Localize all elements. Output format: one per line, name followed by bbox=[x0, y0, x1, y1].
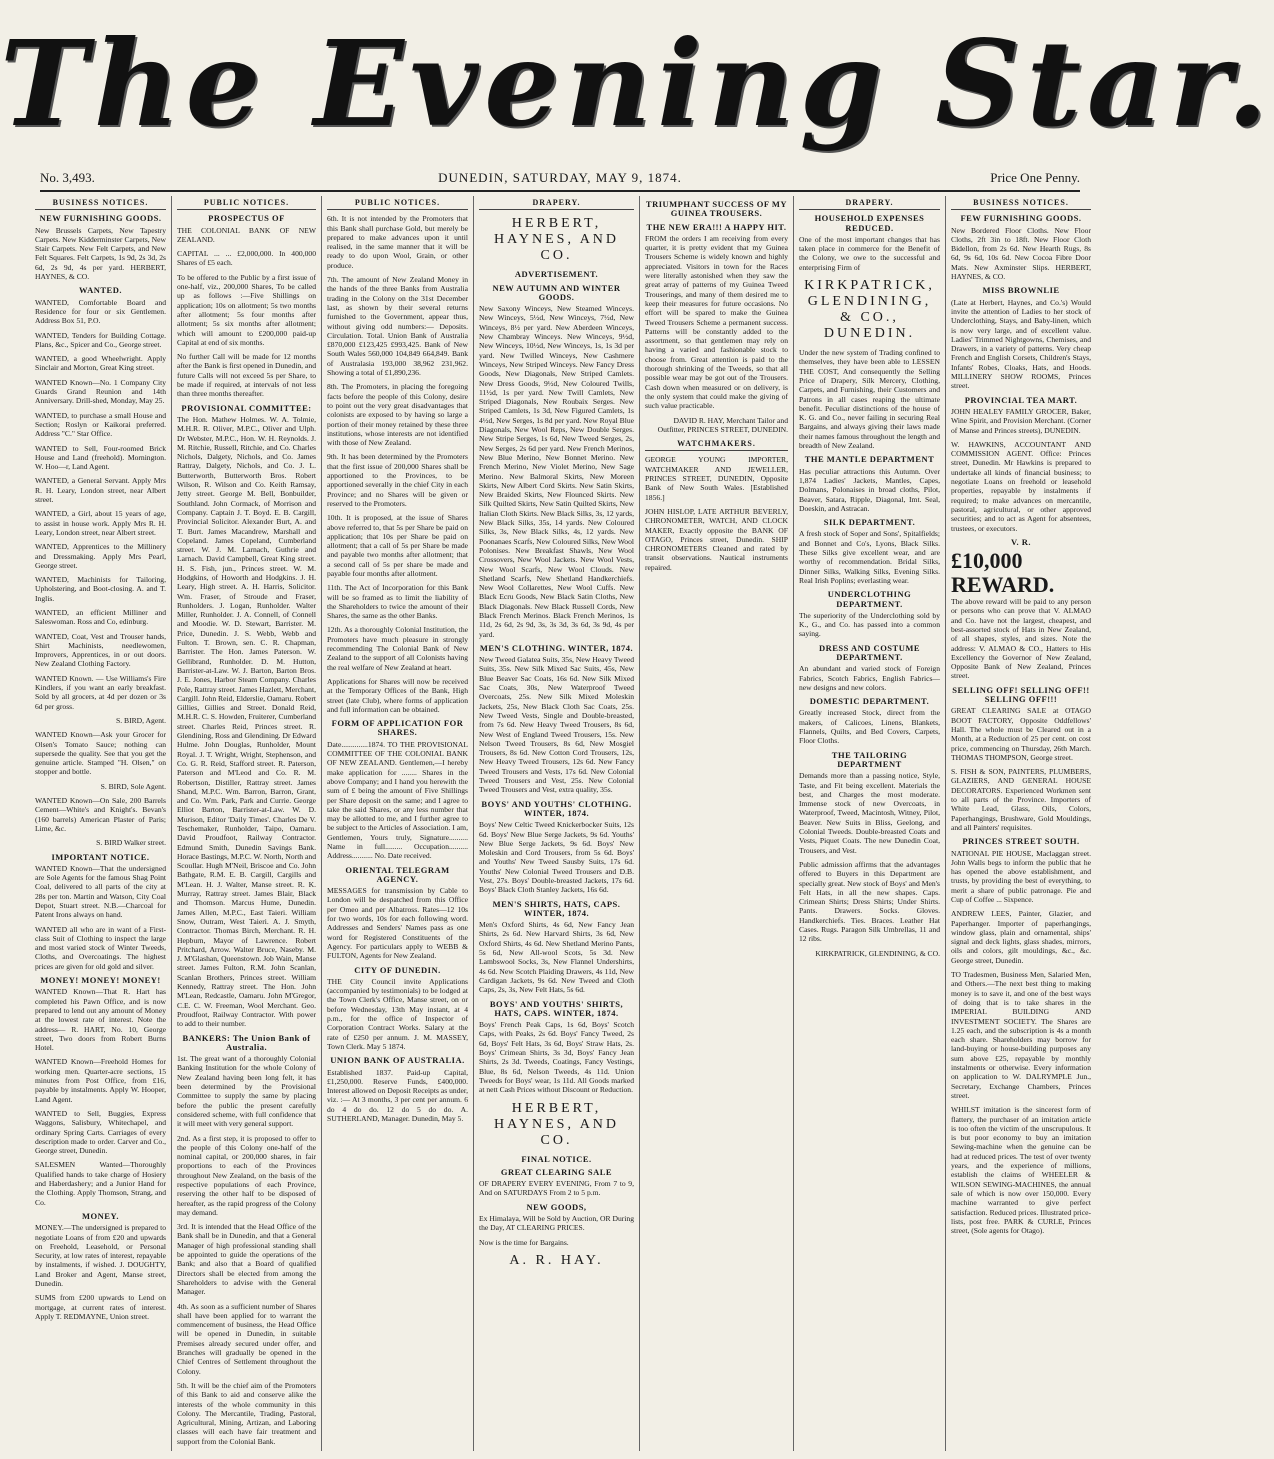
ad-paragraph: MONEY.—The undersigned is prepared to negotiate Loans of from £20 and upwards on Freehold, Leasehold, or Personal Security, at low rates of interest, repayable by instalments, if wished. J. DOUGHTY, Land Broker and Agent, Manse street, Dunedin. bbox=[35, 1223, 166, 1288]
ad-paragraph: MESSAGES for transmission by Cable to London will be despatched from this Office per Omeo and per Albatross. Rates—12 10s for two words, 10s for each following word. Addresses and Senders' Names pass as one word for Registered Constituents of the Agency. For particulars apply to WEBB & FULTON, Agents for New Zealand. bbox=[327, 886, 468, 961]
ad-paragraph: 3rd. It is intended that the Head Office of the Bank shall be in Dunedin, and that a General Manager of high professional standing shall be appointed to guide the operations of the Bank; and also that a Board of qualified Directors shall be elected from among the Shareholders to advise with the General Manager. bbox=[177, 1222, 316, 1297]
issue-number: No. 3,493. bbox=[40, 170, 95, 185]
ad-paragraph: WANTED, a General Servant. Apply Mrs R. H. Leary, London street, near Albert street. bbox=[35, 476, 166, 505]
ad-heading: MONEY. bbox=[82, 1210, 119, 1221]
ad-paragraph: NATIONAL PIE HOUSE, Maclaggan street. John Walls begs to inform the public that he has opened the above establishment, and trusts, by providing the best of everything, to merit a share of public patronage. Pie and Cup of Coffee ... Sixpence. bbox=[951, 848, 1091, 904]
ad-paragraph: Date..............1874. TO THE PROVISIONAL COMMITTEE OF THE COLONIAL BANK OF NEW ZEALAND. Gentlemen,—I hereby make application for ........ Shares in the above Company; and I hand you herewith the sum of £ being the amount of Five Shillings per Share deposit on the same; and I agree to take the said Shares, or any less number that may be allotted to me, and I further agree to be subject to the Articles of Association. I am, Gentlemen, Yours truly, Signature.......... Name in full......... Occupation.......... Address........... No. Date received. bbox=[327, 739, 468, 861]
ad-signature: DAVID R. HAY, Merchant Tailor and Outfitter, PRINCES STREET, DUNEDIN. bbox=[657, 415, 788, 434]
ad-heading: V. R. bbox=[1010, 536, 1032, 547]
ad-paragraph: Boys' French Peak Caps, 1s 6d, Boys' Scotch Caps, with Peaks, 2s 6d. Boys' Fancy Tweed, 2s 6d, Boys' Felt Hats, 3s 6d, Boys' Straw Hats, 2s. Boys' Crimean Shirts, 3s 3d, Boys' Fancy Jean Shirts, 2s 3d. Tweeds, Coatings, Fancy Vestings, Blue, 8s 6d, Nelson Tweeds, 4s 11d. Union Tweeds for Boys' wear, 1s 11d. All Goods marked at nett Cash Prices without Discount or Reduction. bbox=[479, 1020, 634, 1095]
ad-paragraph: FROM the orders I am receiving from every quarter, it is pretty evident that my Guinea Trousers Scheme is widely known and highly appreciated. Visitors in town for the Races were literally astonished when they saw the great array of patterns of my Guinea Tweed Trouserings, and many of them desired me to keep their measures for future occasions. No effort will be spared to make the Guinea Tweed Trousers Scheme a permanent success. Patterns will be constantly added to the assortment, so that gentlemen may rely on having a varied and fashionable stock to choose from. Great attention is paid to the thorough shrinking of the Tweeds, so that all possible wear may be got out of the Trousers. Cash down when measured or on delivery, is the only system that could make the giving of such value practicable. bbox=[645, 233, 788, 411]
ad-paragraph: GREAT CLEARING SALE at OTAGO BOOT FACTORY, Opposite Oddfellows' Hall. The whole must be Cleared out in a Month, at a Reduction of 25 per cent. on cost price, commencing on Thursday, 26th March. THOMAS THOMPSON, George street. bbox=[951, 706, 1091, 762]
ad-paragraph: 5th. It will be the chief aim of the Promoters of this Bank to aid and conserve alike the interests of the whole community in this Colony. The Mercantile, Trading, Pastoral, Agricultural, Mining, Artizan, and Laboring classes will each have fair treatment and support from the Colonial Bank. bbox=[177, 1380, 316, 1446]
ad-paragraph: JOHN HEALEY FAMILY GROCER, Baker, Wine Spirit, and Provision Merchant. (Corner of Manse and Princes streets), DUNEDIN. bbox=[951, 406, 1091, 435]
ad-paragraph: WANTED Known. — Use Williams's Fire Kindlers, if you want an early breakfast. Sold by all grocers, at 4d per dozen or 3s 6d per gross. bbox=[35, 673, 166, 711]
ad-paragraph: THE City Council invite Applications (accompanied by testimonials) to be lodged at the Town Clerk's Office, Manse street, on or before Wednesday, 13th May instant, at 4 p.m., for the office of Inspector of Corporation Contract Works. Salary at the rate of £250 per annum. J. M. MASSEY, Town Clerk. May 5 1874. bbox=[327, 976, 468, 1051]
ad-heading: IMPORTANT NOTICE. bbox=[51, 851, 150, 862]
ad-paragraph: THE COLONIAL BANK OF NEW ZEALAND. bbox=[177, 225, 316, 244]
ad-paragraph: WANTED, an efficient Milliner and Saleswoman. Ross and Co, edinburg. bbox=[35, 607, 166, 627]
ad-paragraph: Has peculiar attractions this Autumn. Over 1,874 Ladies' Jackets, Mantles, Capes, Dolmans, Polonaises in broad cloths, Pilot, Beaver, Satara, Ripple, Diagonal, Imt. Seal, Doeskin, and Astracan. bbox=[799, 466, 940, 513]
ad-paragraph: SALESMEN Wanted—Thoroughly Qualified hands to take charge of Hosiery and Haberdashery; and a Junior Hand for the Clothing. Apply Thomson, Strang, and Co. bbox=[35, 1160, 166, 1207]
ad-paragraph: New Brussels Carpets, New Tapestry Carpets. New Kidderminster Carpets, New Stair Carpets. New Felt Carpets, and New Felt Squares. Felt Carpets, 1s 9d, 2s 3d, 2s 6d, 2s 9d, 4s per yard. HERBERT, HAYNES, & CO. bbox=[35, 225, 166, 282]
ad-paragraph: Boys' New Celtic Tweed Knickerbocker Suits, 12s 6d. Boys' New Blue Serge Jackets, 9s 6d. Youths' New Blue Serge Jackets, 9s 6d. Boys' New Moleskin and Cord Trousers, from 5s 6d. Boys' and Youths' New Tweed Sausby Suits, 17s 6d. Youths' New Colonial Tweed Trousers and D.B. Vest, 27s. Boys' Double-breasted Jackets, 17s 6d. Boys' Black Cloth Stanley Jackets, 16s 6d. bbox=[479, 820, 634, 895]
ad-heading: UNION BANK OF AUSTRALIA. bbox=[330, 1055, 465, 1066]
column-3 bbox=[322, 196, 474, 1451]
section-header: WATCHMAKERS. bbox=[645, 439, 788, 451]
ad-heading: PROVINCIAL TEA MART. bbox=[964, 394, 1078, 405]
ad-signature: S. BIRD, Agent. bbox=[116, 715, 166, 725]
ad-paragraph: WANTED Known—Ask your Grocer for Olsen's Tomato Sauce; nothing can supersede the quality. See that you get the genuine article. Stamped "H. Olsen," on stopper and bottle. bbox=[35, 730, 166, 777]
ad-heading: THE MANTLE DEPARTMENT bbox=[804, 454, 935, 465]
ad-paragraph: 7th. The amount of New Zealand Money in the hands of the three Banks from Australia trading in the Colony on the 31st December last, as shown by their several returns furnished to the Government, appear thus, without giving odd numbers:— Deposits. Circulation. Total. Union Bank of Australia £870,000 £123,425 £993,425. Bank of New South Wales 560,000 104,849 664,849. Bank of Australasia 193,000 38,962 231,962. Showing a total of £1,890,236. bbox=[327, 275, 468, 378]
ad-paragraph: New Bordered Floor Cloths. New Floor Cloths, 2ft 3in to 18ft. New Floor Cloth Bidellon, from 2s 6d. New Hearth Rugs, 8s 6d, 9s 6d, 10s 6d. New Cocoa Fibre Door Mats. New Axminster Slips. HERBERT, HAYNES, & CO. bbox=[951, 225, 1091, 282]
ad-paragraph: Greatly increased Stock, direct from the makers, of Calicoes, Linens, Blankets, Flannels, Quilts, and Bed Covers, Carpets, Floor Cloths. bbox=[799, 708, 940, 746]
ad-paragraph: TO Tradesmen, Business Men, Salaried Men, and Others.—The next best thing to making money is to save it, and one of the best ways of doing that is to take shares in the IMPERIAL BUILDING AND INVESTMENT SOCIETY. The Shares are 1.25 each, and the subscription is 4s a month each share. Shareholders may borrow for land-buying or house-building purposes any sum above £25, repayable by monthly instalments or otherwise. Every information on application to W. DALRYMPLE Jun., Secretary, Exchange Chambers, Princes street. bbox=[951, 970, 1091, 1100]
display-heading: A. R. HAY. bbox=[509, 1252, 604, 1268]
ad-paragraph: Applications for Shares will now be received at the Temporary Offices of the Bank, High street (late Club), where forms of application and full information can be obtained. bbox=[327, 676, 468, 714]
ad-paragraph: GEORGE YOUNG IMPORTER, WATCHMAKER AND JEWELLER, PRINCES STREET, DUNEDIN, Opposite Bank of New South Wales. [Established 1856.] bbox=[645, 455, 788, 502]
ad-heading: FINAL NOTICE. bbox=[521, 1153, 592, 1164]
ad-heading: ADVERTISEMENT. bbox=[514, 269, 599, 280]
ad-paragraph: Established 1837. Paid-up Capital, £1,250,000. Reserve Funds, £400,000. Interest allowed on Deposit Receipts as under, viz. :— At 3 months, 3 per cent per annum. 6 do 4 do do. 12 do 5 do do. A. SUTHERLAND, Manager. Dunedin, May 5. bbox=[327, 1067, 468, 1124]
ad-heading: UNDERCLOTHING DEPARTMENT. bbox=[827, 589, 912, 609]
ad-paragraph: WANTED all who are in want of a First-class Suit of Clothing to inspect the large and most varied stock of Winter Tweeds, Cloths, and Overcoatings. The highest prices are given for old gold and silver. bbox=[35, 924, 166, 971]
ad-paragraph: WANTED, Machinists for Tailoring, Upholstering, and Boot-closing. A. and T. Inglis. bbox=[35, 575, 166, 603]
ad-paragraph: WANTED Known—On Sale, 200 Barrels Cement—White's and Knight's. Bevan's (160 barrels) American Plaster of Paris; Lime, &c. bbox=[35, 796, 166, 833]
ad-paragraph: WANTED, Comfortable Board and Residence for four or six Gentlemen. Address Box 51, P.O. bbox=[35, 297, 166, 326]
ad-paragraph: 6th. It is not intended by the Promoters that this Bank shall purchase Gold, but merely be prepared to make advances upon it until realised, in the same manner that it will be ready to do upon Wool, Grain, or other produce. bbox=[327, 214, 468, 270]
price: Price One Penny. bbox=[990, 170, 1080, 185]
ad-paragraph: WANTED Known—That R. Hart has completed his Pawn Office, and is now prepared to lend out any amount of Money at the lowest rate of interest. Note the address— R. HART, No. 10, George street, Two doors from Robert Burns Hotel. bbox=[35, 987, 166, 1053]
ad-heading: TRIUMPHANT SUCCESS OF MY GUINEA TROUSERS. bbox=[645, 199, 788, 219]
ad-paragraph: Men's Oxford Shirts, 4s 6d, New Fancy Jean Shirts, 2s 6d. New Harvard Shirts, 3s 6d, New Oxford Shirts, 4s 6d. New Shetland Merino Pants, 5s 6d, New All-wool Scots, 5s 3d. New Lambswool Socks, 3s, New Flannel Undershirts, 4s 6d. New Scotch Plaiding Drawers, 4s 11d, New Cardigan Jackets, 9s 6d. New Tweed and Cloth Caps, 2s, 3s, New Felt Hats, 5s 6d. bbox=[479, 920, 634, 995]
display-heading: HERBERT, HAYNES, AND CO. bbox=[493, 1100, 620, 1148]
ad-paragraph: New Saxony Winceys, New Steamed Winceys. New Winceys, 5½d, New Winceys, 7½d, New Winceys, 8½ per yard. New Aberdeen Winceys, New Chambray Winceys. New Winceys, 9½d, New Winceys, 10½d, New Winceys, 1s, 1s 3d per yard. New Twilled Winceys, New Cashmere Winceys, New Striped Winceys. New Fancy Dress Goods, New Diagonals, New Striped Camlets. New Dress Goods, 9½d, New Coloured Twills, 11½d, 1s per yard. New Twill Camlets, New Striped Diagonals, New Roubaix Serges. New Striped Camlets, 1s 3d, New Figured Camlets, 1s 4½d, New Serges, 1s 8d per yard. New Royal Blue Diagonals, New Wool Reps, New Double Serges. New Stripe Serges, 1s 6d, New Tweed Serges, 2s, New Serges, 2s 6d per yard. New French Merinos, New Blue Merino, New Bonnet Merino. New French Merino, New Violet Merino, New Sage Merino. New Balmoral Skirts, New Moreen Skirts, New Albert Cord Skirts. New Satin Skirts, New Braided Skirts, New Flounced Skirts. New Silk Quilted Skirts, New Satin Quilted Skirts, New Italian Cloth Skirts. New Black Silks, 3s, 12 yards, New Black Silks, 35s, 14 yards. New Coloured Silks, 3s, New Black Silks, 4s, 12 yards. New Poonanaes Scarfs, New Coloured Silks, New Wool Polonises. New Breakfast Shawls, New Wool Crossovers, New Wool Jackets. New Wool Vests, New Wool Scarfs, New Wool Clouds. New Shetland Scarfs, New Shetland Handkerchiefs. New Wool Collarettes, New Wool Cuffs. New Black Ecru Goods, New Black Satin Cloths, New Black Diagonals. New Black Russell Cords, New Black French Merinos. Black French Merinos, 1s 11d, 2s 6d, 2s 9d, 3s, 3s 3d, 3s 6d, 3s 9d, 4s per yard. bbox=[479, 304, 634, 639]
ad-paragraph: 2nd. As a first step, it is proposed to offer to the people of this Colony one-half of the nominal capital, or 200,000 shares, in fair proportions to each of the Provinces throughout New Zealand, on the basis of the respective populations of each Province, reserving the other half to be disposed of hereafter, as the rapid progress of the Colony may demand. bbox=[177, 1133, 316, 1217]
ad-paragraph: WANTED, Apprentices to the Millinery and Dressmaking. Apply Mrs Pearl, George street. bbox=[35, 542, 166, 570]
ad-paragraph: WANTED Known—Freehold Homes for working men. Quarter-acre sections, 15 minutes from Post Office, from £16, payable by instalments. Apply W. Hooper, Land Agent. bbox=[35, 1057, 166, 1104]
ad-heading: MISS BROWNLIE bbox=[982, 285, 1060, 296]
column-section-header: DRAPERY. bbox=[799, 198, 940, 210]
ad-paragraph: Demands more than a passing notice, Style, Taste, and Fit being excellent. Materials the best, and Charges the most moderate. Immense stock of new Overcoats, in Waterproof, Tweed, Macintosh, Witney, Pilot, Beaver. New Suits in Bliss, Geelong, and Colonial Tweeds. Double-breasted Coats and Vests, Piquet Coats. The new Dunedin Coat, Trousers, and Vest. bbox=[799, 771, 940, 855]
ad-heading: SILK DEPARTMENT. bbox=[823, 517, 916, 528]
column-6 bbox=[794, 196, 946, 1451]
ad-heading: BOYS' AND YOUTHS' SHIRTS, HATS, CAPS. WINTER, 1874. bbox=[489, 998, 624, 1018]
column-section-header: BUSINESS NOTICES. bbox=[35, 198, 166, 210]
ad-paragraph: 11th. The Act of Incorporation for this Bank will be so framed as to limit the liability of the Shareholders to twice the amount of their Shares, the same as the other Banks. bbox=[327, 583, 468, 621]
ad-heading: ORIENTAL TELEGRAM AGENCY. bbox=[345, 864, 450, 884]
ad-heading: THE TAILORING DEPARTMENT bbox=[831, 749, 908, 769]
ad-paragraph: WANTED to Sell, Four-roomed Brick House and Land (freehold). Mornington. W. Hoo—r, Land Agent. bbox=[35, 443, 166, 472]
column-1 bbox=[30, 196, 172, 1451]
dateline bbox=[40, 168, 1080, 192]
display-heading: HERBERT, HAYNES, AND CO. bbox=[493, 216, 620, 264]
ad-heading: FORM OF APPLICATION FOR SHARES. bbox=[331, 718, 464, 738]
ad-paragraph: One of the most important changes that has taken place in commerce for the Benefit of the Colony, we owe to the successful and enterprising Firm of bbox=[799, 234, 940, 272]
columns bbox=[30, 196, 1096, 1451]
ad-paragraph: Ex Himalaya, Will be Sold by Auction, OR During the Day, AT CLEARING PRICES. bbox=[479, 1214, 634, 1233]
ad-paragraph: ANDREW LEES, Painter, Glazier, and Paperhanger. Importer of paperhangings, window glass, plain and ornamental, ships' signal and deck lights, glass shades, mirrors, oils and colors, gilt mouldings, &c., &c. George street, Dunedin. bbox=[951, 909, 1091, 965]
ad-heading: NEW AUTUMN AND WINTER GOODS. bbox=[492, 282, 621, 302]
ad-paragraph: WANTED, to purchase a small House and Section; Roslyn or Kaikorai preferred. Address "C." Star Office. bbox=[35, 410, 166, 439]
ad-paragraph: WANTED Known—No. 1 Company City Guards Grand Reunion and 14th Anniversary. Drill-shed, Monday, May 25. bbox=[35, 377, 166, 406]
column-4 bbox=[474, 196, 640, 1451]
ad-heading: NEW FURNISHING GOODS. bbox=[39, 213, 162, 224]
ad-paragraph: The above reward will be paid to any person or persons who can prove that V. ALMAO and Co. have not the largest, cheapest, and best-assorted stock of Hats in New Zealand, of all shapes, styles, and sizes. Note the address: V. ALMAO & CO., Hatters to His Excellency the Governor of New Zealand, Opposite Bank of New Zealand, Princes street. bbox=[951, 597, 1091, 681]
masthead bbox=[0, 0, 1274, 168]
ad-paragraph: CAPITAL ... ... £2,000,000. In 400,000 Shares of £5 each. bbox=[177, 249, 316, 268]
column-section-header: DRAPERY. bbox=[479, 198, 634, 210]
ad-paragraph: A fresh stock of Soper and Sons', Spitalfields; and Bonnet and Co's, Lyons, Black Silks. These Silks give excellent wear, and are worthy of recommendation. Bridal Silks, Dinner Silks, Walking Silks, Evening Silks. Real Irish Poplins; everlasting wear. bbox=[799, 529, 940, 585]
column-7 bbox=[946, 196, 1096, 1451]
ad-heading: THE NEW ERA!!! A HAPPY HIT. bbox=[646, 221, 787, 232]
column-section-header: BUSINESS NOTICES. bbox=[951, 198, 1091, 210]
column-section-header: PUBLIC NOTICES. bbox=[177, 198, 316, 210]
ad-heading: CITY OF DUNEDIN. bbox=[354, 964, 441, 975]
ad-paragraph: OF DRAPERY EVERY EVENING, From 7 to 9, And on SATURDAYS From 2 to 5 p.m. bbox=[479, 1179, 634, 1198]
ad-paragraph: WANTED, Tenders for Building Cottage. Plans, &c., Spicer and Co., George street. bbox=[35, 330, 166, 349]
ad-paragraph: To be offered to the Public by a first issue of one-half, viz., 200,000 Shares, To be called up as follows :—Five Shillings on application; 10s on allotment; 5s two months after allotment; 5s four months after allotment; 5s six months after allotment; which will amount to £200,000 paid-up Capital at end of six months. bbox=[177, 272, 316, 347]
ad-heading: PROSPECTUS OF bbox=[208, 213, 285, 224]
ad-paragraph: (Late at Herbert, Haynes, and Co.'s) Would invite the attention of Ladies to her stock of Underclothing, Stays, and Baby-linen, which is now very large, and of excellent value. Ladies' Trimmed Nightgowns, Chemises, and Drawers, in a variety of patterns. Very cheap French and English Corsets, Children's Stays, Infants' Robes, Cloaks, Hats, and Hoods. MILLINERY SHOW ROOMS, Princes street. bbox=[951, 297, 1091, 391]
newspaper-title: The Evening Star. bbox=[0, 14, 1274, 153]
ad-paragraph: WANTED, Coat, Vest and Trouser hands, Shirt Machinists, needlewomen, Improvers, Apprentices, in or out doors. New Zealand Clothing Factory. bbox=[35, 631, 166, 669]
ad-paragraph: WANTED, a good Wheelwright. Apply Sinclair and Morton, Great King street. bbox=[35, 354, 166, 373]
display-heading: KIRKPATRICK, GLENDINING, & CO., DUNEDIN. bbox=[804, 278, 935, 342]
ad-paragraph: Public admission affirms that the advantages offered to Buyers in this Department are specially great. New stock of Boys' and Men's Felt Hats, in all the new shapes. Caps. Crimean Shirts; Dress Shirts; Under Shirts. Pants. Drawers. Socks. Gloves. Handkerchiefs. Ties. Braces. Leather Hat Cases. Rugs. Paragon Silk Umbrellas, 11 and 12 ribs. bbox=[799, 859, 940, 944]
ad-paragraph: 10th. It is proposed, at the issue of Shares above referred to, that 5s per Share be paid on application; that 10s per Share be paid on allotment; that a call of 5s per Share be made and payable two months after allotment; that a second call of 5s per share be made and payable four months after allotment. bbox=[327, 513, 468, 578]
column-5 bbox=[640, 196, 794, 1451]
ad-paragraph: An abundant and varied stock of Foreign Fabrics, Scotch Fabrics, English Fabrics—new designs and new colors. bbox=[799, 664, 940, 692]
ad-signature: KIRKPATRICK, GLENDINING, & CO. bbox=[815, 948, 940, 958]
ad-paragraph: 4th. As soon as a sufficient number of Shares shall have been applied for to warrant the commencement of business, the Head Office will be opened in Dunedin, in suitable Premises already secured under offer, and Branches will gradually be opened in the Chief Centres of Settlement throughout the Colony. bbox=[177, 1301, 316, 1376]
ad-paragraph: Under the new system of Trading confined to themselves, they have been able to LESSEN THE COST, And consequently the Selling Price of Drapery, Silk Mercery, Clothing, Carpets, and Furnishing, their Customers and Patrons in all cases reaping the ultimate benefit. Peculiar distinctions of the house of K. G. and Co., never failing in securing Real Bargains, and always giving their laws made their names famous throughout the length and breadth of New Zealand. bbox=[799, 348, 940, 451]
place-date: DUNEDIN, SATURDAY, MAY 9, 1874. bbox=[438, 170, 682, 185]
reward-amount: £10,000 REWARD. bbox=[951, 548, 1055, 598]
ad-paragraph: The superiority of the Underclothing sold by K., G., and Co. has passed into a common saying. bbox=[799, 610, 940, 639]
ad-heading: BOYS' AND YOUTHS' CLOTHING. WINTER, 1874. bbox=[481, 798, 632, 818]
column-2 bbox=[172, 196, 322, 1451]
ad-heading: SELLING OFF! SELLING OFF!! SELLING OFF!!! bbox=[952, 684, 1090, 705]
ad-paragraph: JOHN HISLOP, LATE ARTHUR BEVERLY, CHRONOMETER, WATCH, AND CLOCK MAKER, Exactly opposite the BANK OF OTAGO, Princes street, Dunedin. SHIP CHRONOMETERS Cleaned and rated by transit observations. Nautical instruments repaired. bbox=[645, 506, 788, 572]
ad-paragraph: WANTED Known—That the undersigned are Sole Agents for the famous Shag Point Coal, delivered to all parts of the city at 28s per ton. Martin and Watson, City Coal Depot, Stuart street. N.B.—Charcoal for Patent Irons always on hand. bbox=[35, 863, 166, 920]
ad-paragraph: 12th. As a thoroughly Colonial Institution, the Promoters have much pleasure in strongly recommending The Colonial Bank of New Zealand to the support of all Colonists having the real welfare of New Zealand at heart. bbox=[327, 625, 468, 672]
ad-paragraph: No further Call will be made for 12 months after the Bank is first opened in Dunedin, and future Calls will not exceed 5s per Share, to be made if required, at intervals of not less than three months thereafter. bbox=[177, 352, 316, 399]
ad-heading: DRESS AND COSTUME DEPARTMENT. bbox=[818, 642, 921, 662]
ad-paragraph: WHILST imitation is the sincerest form of flattery, the purchaser of an imitation article is too often the victim of the unscrupulous. It is but poor economy to buy an imitation Sewing-machine when the genuine can be had at reduced prices. The test of over twenty years, and the experience of millions, establish the claims of WHEELER & WILSON SEWING-MACHINES, the annual sale of which is now over 150,000. Every machine warranted to give perfect satisfaction. Reduced prices. Illustrated price-lists, post free. PARK & CURLE, Princes street, (Sole agents for Otago). bbox=[951, 1105, 1091, 1236]
ad-paragraph: 9th. It has been determined by the Promoters that the first issue of 200,000 Shares shall be apportioned to the Provinces, to be apportioned severally in the chief City in each Province; and no Shares will be given or reserved to the Promoters. bbox=[327, 452, 468, 508]
ad-heading: WANTED. bbox=[79, 285, 122, 296]
ad-heading: PROVISIONAL COMMITTEE: bbox=[181, 402, 312, 413]
ad-signature: S. BIRD Walker street. bbox=[96, 838, 166, 848]
ad-paragraph: New Tweed Galatea Suits, 35s, New Heavy Tweed Suits, 35s. New Silk Mixed Sac Suits, 45s, New Blue Beaver Sac Coats, 16s 6d. New Silk Mixed Sac Coats, 30s, New Waterproof Tweed Overcoats, 25s. New Silk Mixed Moleskin Jackets, 25s, New Black Cloth Sac Coats, 25s. New Tweed Vests, Single and Double-breasted, from 7s 6d. New Heavy Tweed Trousers, 8s 6d, New West of England Tweed Trousers, 15s. New Nelson Tweed Trousers, 8s 6d, New Mosgiel Trousers, 8s 6d. New Cotton Cord Trousers, 12s, New Heavy Tweed Trousers, 12s 6d. New Fancy Tweed Trousers and Vests, 17s 6d. New Colonial Tweed Trousers and Vest, 25s. New Colonial Tweed Trousers and Vest, extra quality, 35s. bbox=[479, 655, 634, 795]
ad-heading: DOMESTIC DEPARTMENT. bbox=[809, 696, 930, 707]
ad-paragraph: S. FISH & SON, PAINTERS, PLUMBERS, GLAZIERS, AND GENERAL HOUSE DECORATORS. Experienced Workmen sent to all parts of the Province. Importers of White Lead, Glass, Oils, Colors, Paperhangings, Brushware, Gold Mouldings, and all Painters' requisites. bbox=[951, 767, 1091, 832]
ad-heading: GREAT CLEARING SALE bbox=[500, 1166, 613, 1177]
ad-heading: HOUSEHOLD EXPENSES REDUCED. bbox=[814, 213, 925, 233]
ad-heading: MONEY! MONEY! MONEY! bbox=[40, 975, 161, 986]
ad-paragraph: WANTED, a Girl, about 15 years of age, to assist in house work. Apply Mrs R. H. Leary, London street, near Albert street. bbox=[35, 509, 166, 537]
ad-heading: BANKERS: The Union Bank of Australia. bbox=[182, 1032, 311, 1052]
ad-paragraph: SUMS from £200 upwards to Lend on mortgage, at current rates of interest. Apply T. REDMAYNE, Union street. bbox=[35, 1293, 166, 1321]
ad-paragraph: WANTED to Sell, Buggies, Express Waggons, Salisbury, Whitechapel, and ordinary Spring Carts. Carriages of every description made to order. Carver and Co., George street, Dunedin. bbox=[35, 1108, 166, 1156]
ad-heading: MEN'S SHIRTS, HATS, CAPS. WINTER, 1874. bbox=[492, 898, 621, 918]
ad-heading: PRINCES STREET SOUTH. bbox=[962, 836, 1080, 847]
ad-heading: NEW GOODS, bbox=[526, 1201, 587, 1212]
ad-heading: FEW FURNISHING GOODS. bbox=[960, 213, 1082, 224]
column-section-header: PUBLIC NOTICES. bbox=[327, 198, 468, 210]
ad-paragraph: 8th. The Promoters, in placing the foregoing facts before the people of this Colony, desire to point out the very great disadvantages that colonists are exposed to by having so large a portion of their money retained by these three institutions, whose interests are not identified with those of New Zealand. bbox=[327, 382, 468, 448]
ad-signature: S. BIRD, Sole Agent. bbox=[100, 781, 166, 791]
ad-paragraph: W. HAWKINS, ACCOUNTANT AND COMMISSION AGENT. Office: Princes street, Dunedin. Mr Hawkins is prepared to undertake all kinds of financial business; to negotiate Loans on freehold or leasehold properties, repayable by instalments if required; to make advances on mercantile, pastoral, agricultural, or other approved securities; and to act as Agent for absentees, trustees, or executors. bbox=[951, 439, 1091, 533]
ad-paragraph: 1st. The great want of a thoroughly Colonial Banking Institution for the whole Colony of New Zealand having been long felt, it has been determined by the Provisional Committee to supply the same by placing before the public the present carefully considered scheme, with full confidence that it will meet with very general support. bbox=[177, 1054, 316, 1129]
ad-paragraph: Now is the time for Bargains. bbox=[479, 1237, 569, 1247]
ad-paragraph: The Hon. Mathew Holmes. W. A. Tolmie, M.H.R. R. Oliver, M.P.C., Oliver and Ulph. Dr Webster, M.P.C., Hon. W. H. Reynolds. J. M. Ritchie, Russell, Ritchie, and Co. Charles Nichols, Dalgety, Nichols, and Co. James Rattray, Dalgety, Nichols, and Co. J. L. Butterworth, Butterworth Bros. Robert Wilson, R. Wilson and Co. Keith Ramsay, Jetty street. George M. Bell, Bonbuilder, Southland. John Cormack, of Morrison and Company. Captain J. T. Boyd. E. B. Cargill, Provincial Solicitor. Alexander Burt, A. and T. Burt. James Macandrew, Marshall and Copeland. James Copeland, Cumberland street. W. J. M. Larnach, Guthrie and Larnach. David Campbell, Great King street. H. S. Fish, jun., Princes street. W. M. Hodgkins, of Howorth and Hodgkins. J. H. Leary, High street. A. H. Harris, Solicitor. Wm. Fraser, of Stroude and Fraser, Runholders. J. Logan, Runholder. Walter Miller, Runholder. J. A. Connell, of Connell and Moodie. W. D. Stewart, Barrister. M. Price, Dunedin. J. S. Webb, Webb and Fulton. T. Brown, sen. C. R. Chapman, Barrister. The Hon. James Paterson. W. Gellibrand, Runholder. D. M. Hutton, Barrister-at-Law. W. J. Barton, Barton Bros. J. E. Jones, Harbor Steam Company. Charles Pole, Rattray street. James Hazlett, Merchant, Cargill. John Reid, Elderslie, Oamaru. Robert Gillies, Gillies and Street. Donald Reid, M.H.R. C. S. Howden, Fruiterer, Cumberland street. Charles Reid, Princes street. R. Glendining, Ross and Glendining. Dr Edward Hulme. John Douglas, Runholder, Mount Royal. J. T. Wright, Wright, Stephenson, and Co. G. R. Reid, Stafford street. R. Paterson, Paterson and M'Leod and Co. R. M. Robertson, Distiller, Rattray street. James Shand, M.P.C. Wm. Barron, Barron, Grant, and Co. Wm. Park, Park and Currie. George Elliot Barton, Barrister-at-Law. W. D. Murison, Editor 'Daily Times'. Charles De V. Teschemaker, Runholder, Taipo, Oamaru. David Proudfoot, Railway Contractor. Edmund Smith, Dunedin Savings Bank. Horace Bastings, M.P.C. W. North, North and Scoullar. Hugh M'Neil, Briscoe and Co. John Bathgate, R.M. E. B. Cargill, Cargills and M'Lean. H. J. Walter, Manse street. R. K. Murray, Rattray street. James Blair, Black and Thomson. Marcus Hume, Dunedin. James Allen, M.P.C., East Taieri. William Snow, Outram, West Taieri. A. J. Smyth, Contractor. Thomas Birch, Merchant. R. H. Hepburn, Mayor of Lawrence. Robert Pritchard, Arrow. Walter Bruce, Naseby. M. J. M'Glashan, Queenstown. Job Wain, Manse street. James Fulton, R.M. John Scanlan, Scanlan Brothers, Princes street. William Kennedy, Rattray street. The Hon. John M'Lean, Redcastle, Oamaru. John M'Gregor, C.E. C. W. Freeman, Wool Merchant. Geo. Proudfoot, Railway Contractor. With power to add to their number. bbox=[177, 414, 316, 1029]
ad-heading: MEN'S CLOTHING. WINTER, 1874. bbox=[479, 642, 634, 653]
